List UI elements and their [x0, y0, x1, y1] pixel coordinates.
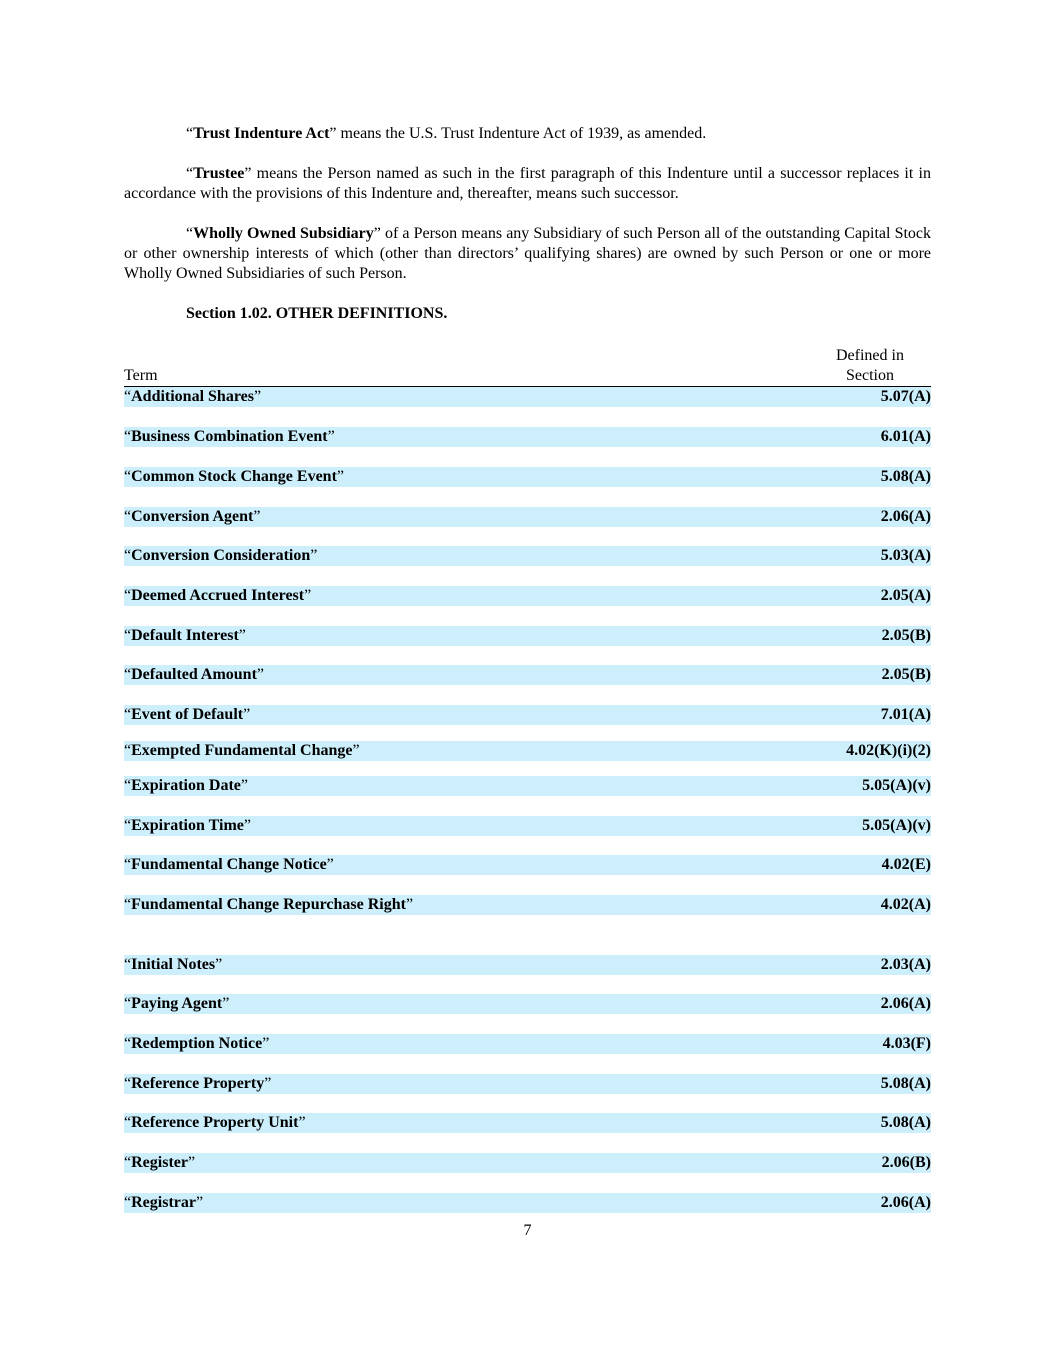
definition-trust-indenture-act: [124, 124, 931, 144]
open-quote: “: [124, 1035, 132, 1052]
defined-term: Default Interest: [131, 627, 239, 644]
defined-term: Expiration Time: [131, 817, 244, 834]
close-quote: ”: [262, 1035, 270, 1052]
close-quote: ”: [327, 428, 335, 445]
table-row: [124, 1153, 931, 1173]
open-quote: “: [124, 1114, 132, 1131]
table-row: [124, 1113, 931, 1133]
open-quote: “: [124, 742, 132, 759]
row-section-ref: 2.06(A): [880, 1194, 931, 1211]
close-quote: ”: [187, 1154, 196, 1171]
table-row: [124, 507, 931, 527]
defined-term: Deemed Accrued Interest: [131, 587, 305, 604]
close-quote: ”: [240, 777, 248, 794]
row-section-ref: 2.05(B): [881, 666, 931, 683]
table-row: [124, 955, 931, 975]
row-term: [124, 955, 222, 975]
row-term: [124, 1074, 271, 1094]
table-row: [124, 427, 931, 447]
open-quote: “: [124, 666, 132, 683]
row-term: [124, 467, 344, 487]
row-term: [124, 546, 317, 566]
row-term: [124, 895, 413, 915]
open-quote: “: [124, 1075, 132, 1092]
defined-term: Trust Indenture Act: [193, 125, 330, 142]
open-quote: “: [124, 428, 132, 445]
close-quote: ”: [304, 587, 312, 604]
table-row: [124, 626, 931, 646]
table-row: [124, 994, 931, 1014]
table-row: [124, 816, 931, 836]
table-row: [124, 467, 931, 487]
header-defined-in-section: [833, 346, 907, 386]
close-quote: ”: [352, 742, 360, 759]
defined-term: Reference Property: [131, 1075, 265, 1092]
table-row: [124, 1193, 931, 1213]
row-term: [124, 1193, 203, 1213]
open-quote: “: [124, 856, 132, 873]
definition-text: ” means the U.S. Trust Indenture Act of 1939, as amended.: [329, 125, 707, 142]
table-row: [124, 776, 931, 796]
open-quote: “: [124, 388, 132, 405]
table-row: [124, 1074, 931, 1094]
close-quote: ”: [238, 627, 246, 644]
row-term: [124, 741, 360, 761]
section-heading: Section 1.02. OTHER DEFINITIONS.: [186, 305, 448, 322]
row-term: [124, 994, 229, 1014]
close-quote: ”: [256, 666, 264, 683]
row-section-ref: 2.05(B): [881, 627, 931, 644]
row-section-ref: 6.01(A): [880, 428, 931, 445]
row-term: [124, 665, 264, 685]
defined-term: Initial Notes: [131, 956, 216, 973]
table-row: [124, 705, 931, 725]
defined-term: Expiration Date: [131, 777, 241, 794]
row-section-ref: 5.03(A): [880, 547, 931, 564]
open-quote: “: [186, 225, 194, 242]
close-quote: ”: [243, 706, 251, 723]
row-section-ref: 2.06(A): [880, 995, 931, 1012]
row-section-ref: 5.08(A): [880, 1075, 931, 1092]
close-quote: ”: [264, 1075, 272, 1092]
row-term: [124, 387, 261, 407]
header-term: Term: [124, 367, 158, 384]
definitions-table-header: [124, 344, 931, 387]
page-number: 7: [523, 1222, 532, 1239]
table-row: [124, 1034, 931, 1054]
open-quote: “: [124, 777, 132, 794]
close-quote: ”: [222, 995, 230, 1012]
defined-term: Register: [131, 1154, 188, 1171]
row-term: [124, 1034, 269, 1054]
row-section-ref: 4.02(K)(i)(2): [846, 742, 931, 759]
row-section-ref: 7.01(A): [880, 706, 931, 723]
table-row: [124, 546, 931, 566]
row-term: [124, 1153, 195, 1173]
row-section-ref: 2.05(A): [880, 587, 931, 604]
row-section-ref: 2.03(A): [880, 956, 931, 973]
open-quote: “: [124, 896, 132, 913]
open-quote: “: [124, 587, 132, 604]
row-term: [124, 586, 311, 606]
open-quote: “: [124, 1154, 132, 1171]
definition-trustee: [124, 164, 931, 204]
close-quote: ”: [405, 896, 414, 913]
defined-term: Defaulted Amount: [131, 666, 257, 683]
close-quote: ”: [253, 388, 262, 405]
row-term: [124, 705, 250, 725]
close-quote: ”: [336, 468, 345, 485]
definition-text: ” of a Person means any Subsidiary of such Person all of the outstanding Capital Stock or other ownership interests of which (other than directors’ qualifying shares) are owned by such Person or one or more Wholly Owned Subsidiaries of such Person.: [124, 225, 932, 282]
definition-text: ” means the Person named as such in the first paragraph of this Indenture until a successor replaces it in accordance with the provisions of this Indenture and, thereafter, means such successor.: [124, 165, 931, 202]
table-row: [124, 855, 931, 875]
row-term: [124, 427, 335, 447]
defined-term: Additional Shares: [131, 388, 254, 405]
open-quote: “: [124, 1194, 132, 1211]
close-quote: ”: [298, 1114, 306, 1131]
defined-term: Registrar: [131, 1194, 196, 1211]
close-quote: ”: [215, 956, 223, 973]
row-section-ref: 5.05(A)(v): [862, 817, 931, 834]
row-term: [124, 626, 246, 646]
table-row: [124, 586, 931, 606]
row-section-ref: 5.08(A): [880, 468, 931, 485]
row-section-ref: 5.05(A)(v): [862, 777, 931, 794]
table-row: [124, 665, 931, 685]
row-term: [124, 507, 260, 527]
table-row: [124, 741, 931, 761]
defined-term: Conversion Consideration: [131, 547, 311, 564]
row-section-ref: 4.02(A): [880, 896, 931, 913]
row-term: [124, 1113, 306, 1133]
row-term: [124, 816, 251, 836]
defined-term: Reference Property Unit: [131, 1114, 299, 1131]
defined-term: Business Combination Event: [131, 428, 328, 445]
header-defined-line2: Section: [846, 367, 894, 384]
defined-term: Trustee: [193, 165, 245, 182]
open-quote: “: [124, 468, 132, 485]
defined-term: Fundamental Change Notice: [131, 856, 327, 873]
row-term: [124, 855, 334, 875]
open-quote: “: [186, 125, 194, 142]
open-quote: “: [186, 165, 194, 182]
open-quote: “: [124, 995, 132, 1012]
table-row: [124, 895, 931, 915]
row-section-ref: 4.02(E): [881, 856, 931, 873]
close-quote: ”: [195, 1194, 204, 1211]
defined-term: Paying Agent: [131, 995, 223, 1012]
defined-term: Wholly Owned Subsidiary: [193, 225, 374, 242]
open-quote: “: [124, 508, 132, 525]
table-row: [124, 387, 931, 407]
close-quote: ”: [310, 547, 318, 564]
close-quote: ”: [253, 508, 261, 525]
defined-term: Exempted Fundamental Change: [131, 742, 353, 759]
row-section-ref: 2.06(B): [881, 1154, 931, 1171]
row-section-ref: 4.03(F): [882, 1035, 931, 1052]
open-quote: “: [124, 627, 132, 644]
defined-term: Redemption Notice: [131, 1035, 263, 1052]
row-section-ref: 5.07(A): [880, 388, 931, 405]
definition-wholly-owned-subsidiary: [124, 224, 931, 284]
row-section-ref: 2.06(A): [880, 508, 931, 525]
defined-term: Fundamental Change Repurchase Right: [131, 896, 406, 913]
row-term: [124, 776, 248, 796]
close-quote: ”: [243, 817, 251, 834]
defined-term: Common Stock Change Event: [131, 468, 337, 485]
open-quote: “: [124, 547, 132, 564]
defined-term: Event of Default: [131, 706, 244, 723]
close-quote: ”: [326, 856, 334, 873]
open-quote: “: [124, 706, 132, 723]
document-page: [124, 124, 932, 1211]
open-quote: “: [124, 817, 132, 834]
header-defined-line1: Defined in: [836, 347, 904, 364]
defined-term: Conversion Agent: [131, 508, 254, 525]
row-section-ref: 5.08(A): [880, 1114, 931, 1131]
open-quote: “: [124, 956, 132, 973]
